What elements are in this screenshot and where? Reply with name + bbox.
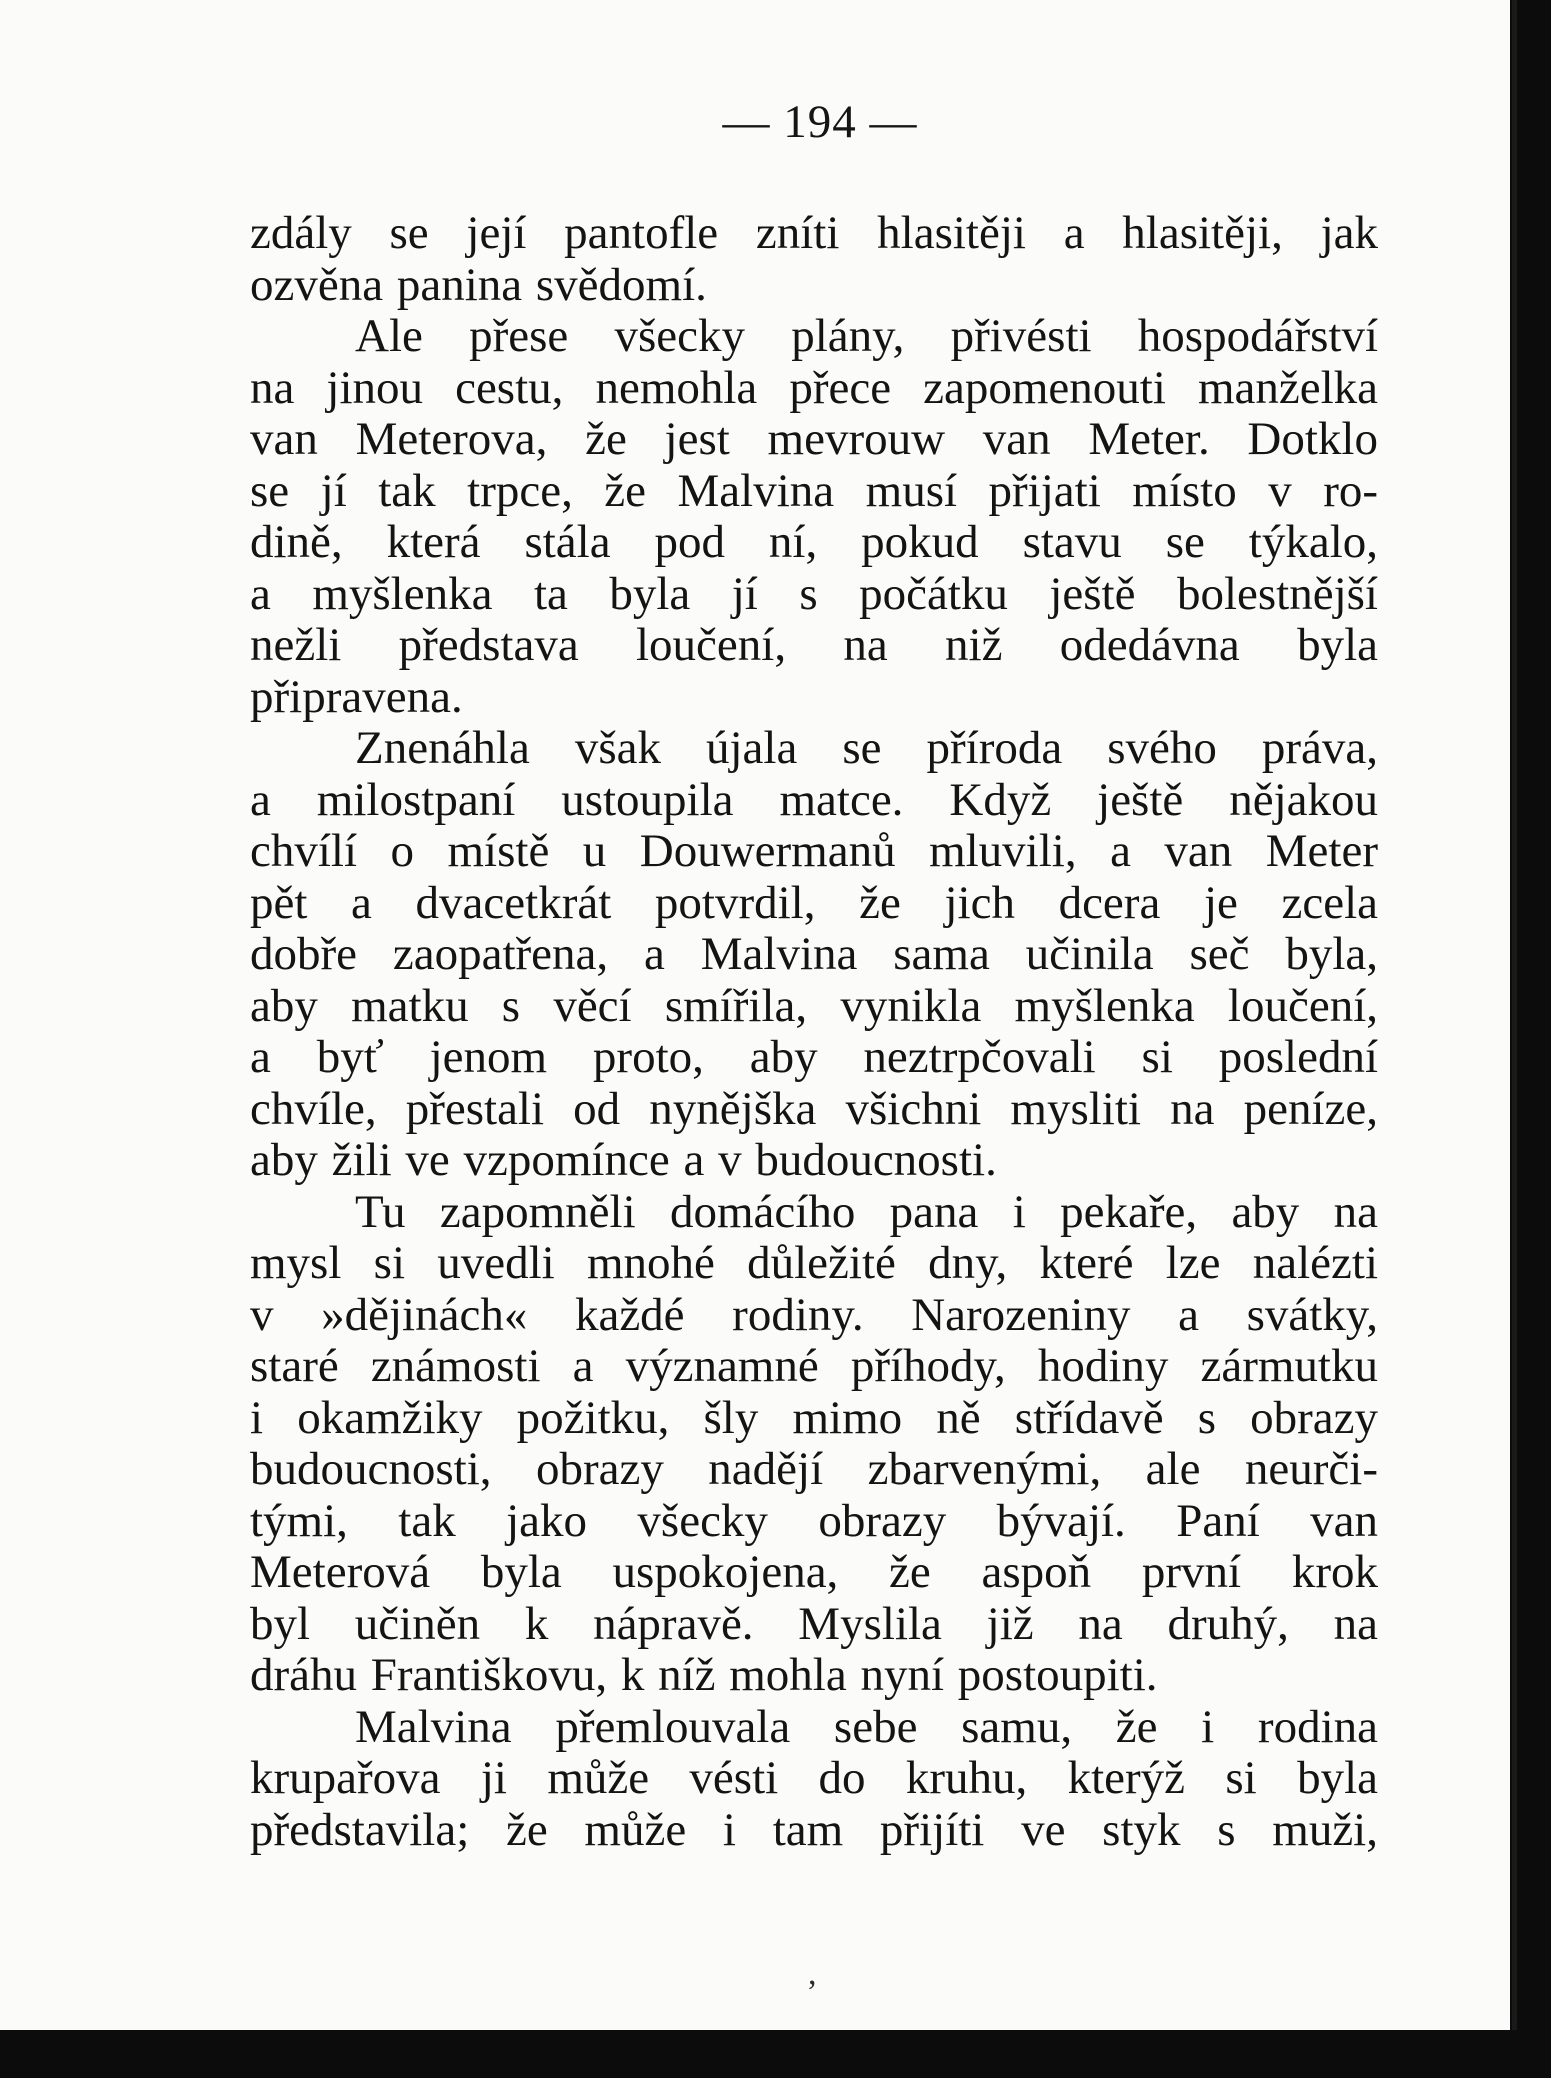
stray-mark: , xyxy=(808,1955,817,1992)
text-line: aby matku s věcí smířila, vynikla myšlenka loučení, xyxy=(250,979,1378,1032)
text-line: ozvěna panina svědomí. xyxy=(250,258,707,311)
text-line: krupařova ji může vésti do kruhu, kterýž si byla xyxy=(250,1752,1378,1804)
text-line: pět a dvacetkrát potvrdil, že jich dcera je zcela xyxy=(250,876,1378,929)
text-line: staré známosti a významné příhody, hodiny zármutku xyxy=(250,1340,1378,1392)
text-line: mysl si uvedli mnohé důležité dny, které lze nalézti xyxy=(250,1237,1378,1289)
text-line: a milostpaní ustoupila matce. Když ještě nějakou xyxy=(250,773,1378,826)
text-line: Tu zapomněli domácího pana i pekaře, aby na xyxy=(355,1185,1378,1238)
text-line: dobře zaopatřena, a Malvina sama učinila seč byla, xyxy=(250,928,1378,980)
text-line: chvíle, přestali od nynějška všichni mysliti na peníze, xyxy=(250,1082,1378,1135)
text-line: aby žili ve vzpomínce a v budoucnosti. xyxy=(250,1134,997,1186)
text-line: připravena. xyxy=(250,670,463,723)
text-line: Meterová byla uspokojena, že aspoň první krok xyxy=(250,1546,1378,1598)
text-line: a myšlenka ta byla jí s počátku ještě bolestnější xyxy=(250,567,1378,620)
text-line: Malvina přemlouvala sebe samu, že i rodina xyxy=(355,1700,1378,1753)
scan-border xyxy=(0,2030,1551,2078)
text-line: nežli představa loučení, na niž odedávna byla xyxy=(250,619,1378,671)
text-line: Znenáhla však újala se příroda svého práva, xyxy=(355,722,1378,774)
text-line: Ale přese všecky plány, přivésti hospodářství xyxy=(355,310,1378,362)
text-line: a byť jenom proto, aby neztrpčovali si poslední xyxy=(250,1031,1378,1083)
page-number: — 194 — xyxy=(722,96,918,148)
text-line: budoucnosti, obrazy nadějí zbarvenými, ale neurči- xyxy=(250,1443,1378,1495)
text-line: tými, tak jako všecky obrazy bývají. Paní van xyxy=(250,1494,1378,1547)
body-text xyxy=(250,208,1378,1856)
text-line: představila; že může i tam přijíti ve styk s muži, xyxy=(250,1803,1378,1856)
text-line: se jí tak trpce, že Malvina musí přijati místo v ro- xyxy=(250,464,1378,517)
text-line: v »dějinách« každé rodiny. Narozeniny a svátky, xyxy=(250,1288,1378,1341)
page-edge-rule xyxy=(1512,0,1517,2030)
text-line: dině, která stála pod ní, pokud stavu se týkalo, xyxy=(250,516,1378,568)
text-line: dráhu Františkovu, k níž mohla nyní postoupiti. xyxy=(250,1649,1158,1701)
text-line: zdály se její pantofle zníti hlasitěji a hlasitěji, jak xyxy=(250,207,1378,259)
text-line: na jinou cestu, nemohla přece zapomenouti manželka xyxy=(250,361,1378,414)
text-line: i okamžiky požitku, šly mimo ně střídavě s obrazy xyxy=(250,1391,1378,1444)
text-line: van Meterova, že jest mevrouw van Meter. Dotklo xyxy=(250,413,1378,465)
text-line: byl učiněn k nápravě. Myslila již na druhý, na xyxy=(250,1597,1378,1650)
text-line: chvílí o místě u Douwermanů mluvili, a van Meter xyxy=(250,825,1378,877)
